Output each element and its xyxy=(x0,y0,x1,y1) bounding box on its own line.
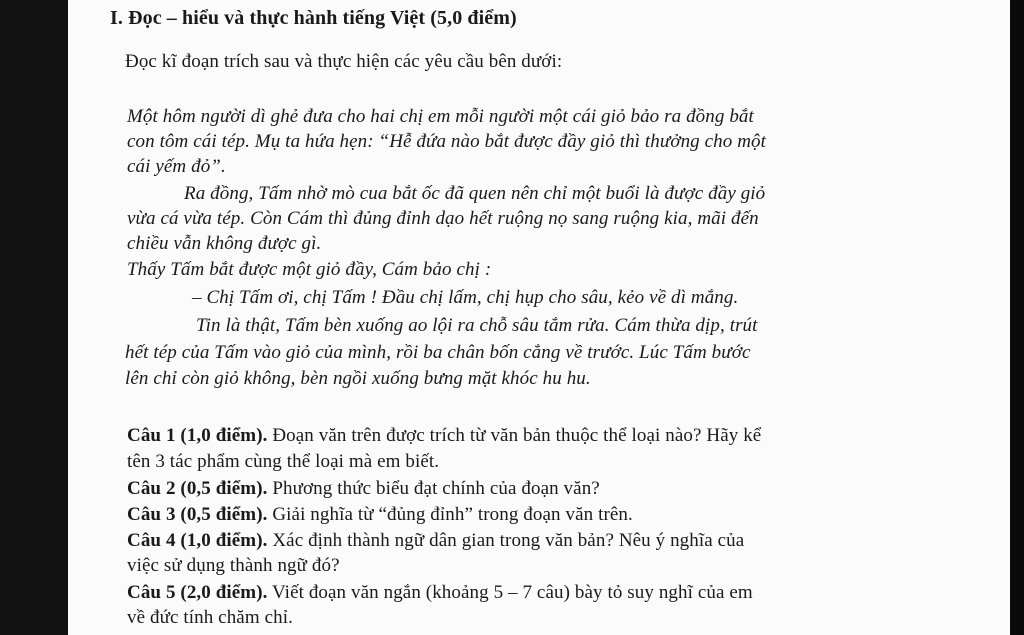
question-label: Câu 2 (0,5 điểm). xyxy=(127,478,268,499)
passage-line: lên chỉ còn giỏ không, bèn ngồi xuống bưng mặt khóc hu hu. xyxy=(125,368,591,389)
question-label: Câu 1 (1,0 điểm). xyxy=(127,425,268,446)
question-4-continuation: việc sử dụng thành ngữ đó? xyxy=(127,555,340,576)
question-label: Câu 4 (1,0 điểm). xyxy=(127,530,268,551)
question-text: Phương thức biểu đạt chính của đoạn văn? xyxy=(267,478,600,499)
question-2 xyxy=(127,477,600,501)
section-title: I. Đọc – hiểu và thực hành tiếng Việt (5,0 điểm) xyxy=(110,7,517,29)
passage-line: hết tép của Tấm vào giỏ của mình, rồi ba chân bốn cẳng về trước. Lúc Tấm bước xyxy=(125,342,751,363)
question-text: Đoạn văn trên được trích từ văn bản thuộc thể loại nào? Hãy kể xyxy=(267,425,762,446)
instruction-text: Đọc kĩ đoạn trích sau và thực hiện các yêu cầu bên dưới: xyxy=(125,51,563,72)
document-page xyxy=(68,0,1010,635)
question-text: Giải nghĩa từ “đủng đỉnh” trong đoạn văn trên. xyxy=(267,504,633,525)
question-5-continuation: về đức tính chăm chỉ. xyxy=(127,607,293,628)
question-4 xyxy=(127,529,744,553)
left-dark-margin xyxy=(0,0,68,635)
passage-line: – Chị Tấm ơi, chị Tấm ! Đầu chị lấm, chị hụp cho sâu, kẻo về dì mắng. xyxy=(192,287,739,308)
question-1-continuation: tên 3 tác phẩm cùng thể loại mà em biết. xyxy=(127,451,440,472)
question-1 xyxy=(127,424,761,448)
question-3 xyxy=(127,503,633,527)
passage-line: cái yếm đỏ”. xyxy=(127,156,226,177)
question-label: Câu 5 (2,0 điểm). xyxy=(127,582,268,603)
question-label: Câu 3 (0,5 điểm). xyxy=(127,504,268,525)
passage-line: chiều vẫn không được gì. xyxy=(127,233,322,254)
question-text: Viết đoạn văn ngắn (khoảng 5 – 7 câu) bày tỏ suy nghĩ của em xyxy=(267,582,753,603)
question-text: Xác định thành ngữ dân gian trong văn bản? Nêu ý nghĩa của xyxy=(267,530,745,551)
right-dark-margin xyxy=(1010,0,1024,635)
question-5 xyxy=(127,581,753,605)
passage-line: Ra đồng, Tấm nhờ mò cua bắt ốc đã quen nên chỉ một buổi là được đầy giỏ xyxy=(184,183,766,204)
passage-line: Một hôm người dì ghẻ đưa cho hai chị em mỗi người một cái giỏ bảo ra đồng bắt xyxy=(127,106,754,127)
passage-line: con tôm cái tép. Mụ ta hứa hẹn: “Hễ đứa nào bắt được đầy giỏ thì thưởng cho một xyxy=(127,131,767,152)
passage-line: Thấy Tấm bắt được một giỏ đầy, Cám bảo chị : xyxy=(127,259,492,280)
passage-line: vừa cá vừa tép. Còn Cám thì đủng đỉnh dạo hết ruộng nọ sang ruộng kia, mãi đến xyxy=(127,208,759,229)
passage-line: Tin là thật, Tấm bèn xuống ao lội ra chỗ sâu tắm rửa. Cám thừa dịp, trút xyxy=(196,315,758,336)
